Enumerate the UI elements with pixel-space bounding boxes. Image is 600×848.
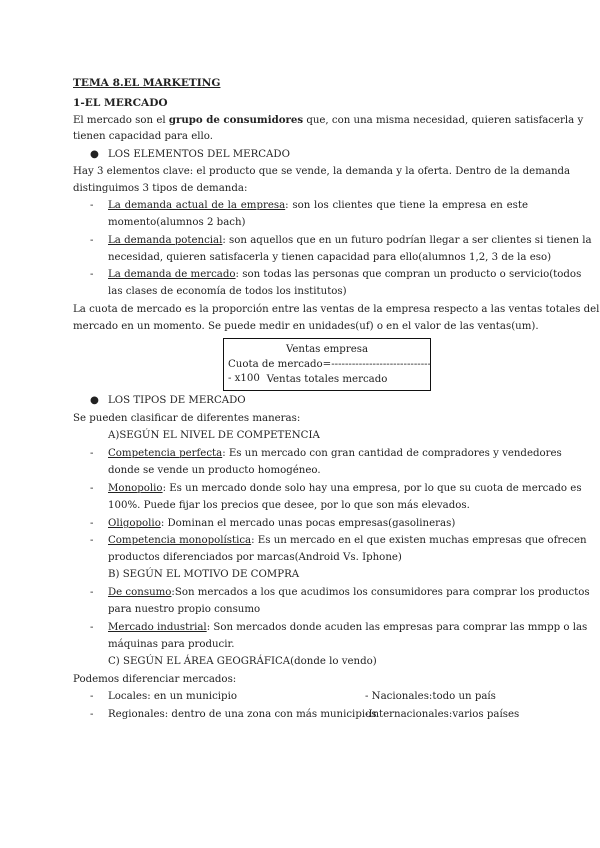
list-item: - Locales: en un municipio: [90, 691, 237, 702]
list-item-cont: donde se vende un producto homogéneo.: [108, 465, 321, 476]
formula-box: [223, 338, 431, 391]
section-heading: 1-EL MERCADO: [73, 97, 168, 109]
list-item: - Monopolio: Es un mercado donde solo hay una empresa, por lo que su cuota de mercado es: [90, 483, 582, 494]
list-item: - Oligopolio: Dominan el mercado unas pocas empresas(gasolineras): [90, 518, 456, 529]
paragraph-line: mercado en un momento. Se puede medir en unidades(uf) o en el valor de las ventas(um).: [73, 321, 539, 332]
intro-line-1: El mercado son el grupo de consumidores que, con una misma necesidad, quieren satisfacerla y: [73, 114, 584, 126]
list-item-cont: para nuestro propio consumo: [108, 604, 261, 615]
paragraph-line: distinguimos 3 tipos de demanda:: [73, 183, 248, 194]
list-item: - Mercado industrial: Son mercados donde acuden las empresas para comprar las mmpp o las: [90, 622, 588, 633]
list-item-cont: productos diferenciados por marcas(Android Vs. Iphone): [108, 552, 402, 563]
list-item-cont: máquinas para producir.: [108, 639, 235, 650]
formula-numerator: Ventas empresa: [285, 344, 369, 355]
list-item: - De consumo:Son mercados a los que acudimos los consumidores para comprar los productos: [90, 587, 590, 598]
list-item-cont: 100%. Puede fijar los precios que desee, por lo que son más elevados.: [108, 500, 470, 511]
paragraph-line: Se pueden clasificar de diferentes maneras:: [73, 413, 301, 424]
paragraph-line: Hay 3 elementos clave: el producto que se vende, la demanda y la oferta. Dentro de la demanda: [73, 166, 571, 177]
list-item: - Regionales: dentro de una zona con más municipios: [90, 709, 377, 720]
list-item: - Competencia perfecta: Es un mercado con gran cantidad de compradores y vendedores: [90, 448, 562, 459]
list-item-cont: necesidad, quieren satisfacerla y tienen capacidad para ello(alumnos 1,2, 3 de la eso): [108, 252, 552, 263]
paragraph-line: La cuota de mercado es la proporción entre las ventas de la empresa respecto a las ventas totales del: [73, 304, 600, 315]
list-item: - La demanda actual de la empresa: son los clientes que tiene la empresa en este: [90, 200, 529, 211]
group-heading-b: B) SEGÚN EL MOTIVO DE COMPRA: [108, 569, 300, 580]
group-heading-a: A)SEGÚN EL NIVEL DE COMPETENCIA: [108, 430, 320, 441]
list-item-right: - Nacionales:todo un país: [365, 691, 496, 702]
list-item: - La demanda potencial: son aquellos que en un futuro podrían llegar a ser clientes si tienen la: [90, 235, 592, 246]
list-item: - La demanda de mercado: son todas las personas que compran un producto o servicio(todos: [90, 269, 582, 280]
bullet-tipos: ● LOS TIPOS DE MERCADO: [90, 395, 246, 406]
bullet-elementos: ● LOS ELEMENTOS DEL MERCADO: [90, 149, 290, 160]
bullet-icon: ●: [90, 395, 99, 406]
formula-denominator: Ventas totales mercado: [266, 374, 388, 385]
list-item-cont: las clases de economía de todos los institutos): [108, 286, 347, 297]
intro-line-2: tienen capacidad para ello.: [73, 131, 213, 142]
paragraph-line: Podemos diferenciar mercados:: [73, 674, 237, 685]
group-heading-c: C) SEGÚN EL ÁREA GEOGRÁFICA(donde lo vendo): [108, 656, 377, 667]
page-title: TEMA 8.EL MARKETING: [73, 77, 221, 89]
bullet-icon: ●: [90, 149, 99, 160]
formula-label: Cuota de mercado=------------------------------ x100: [228, 359, 432, 384]
list-item-cont: momento(alumnos 2 bach): [108, 217, 246, 228]
list-item: - Competencia monopolística: Es un mercado en el que existen muchas empresas que ofrecen: [90, 535, 587, 546]
list-item-right: -Internacionales:varios países: [365, 709, 520, 720]
